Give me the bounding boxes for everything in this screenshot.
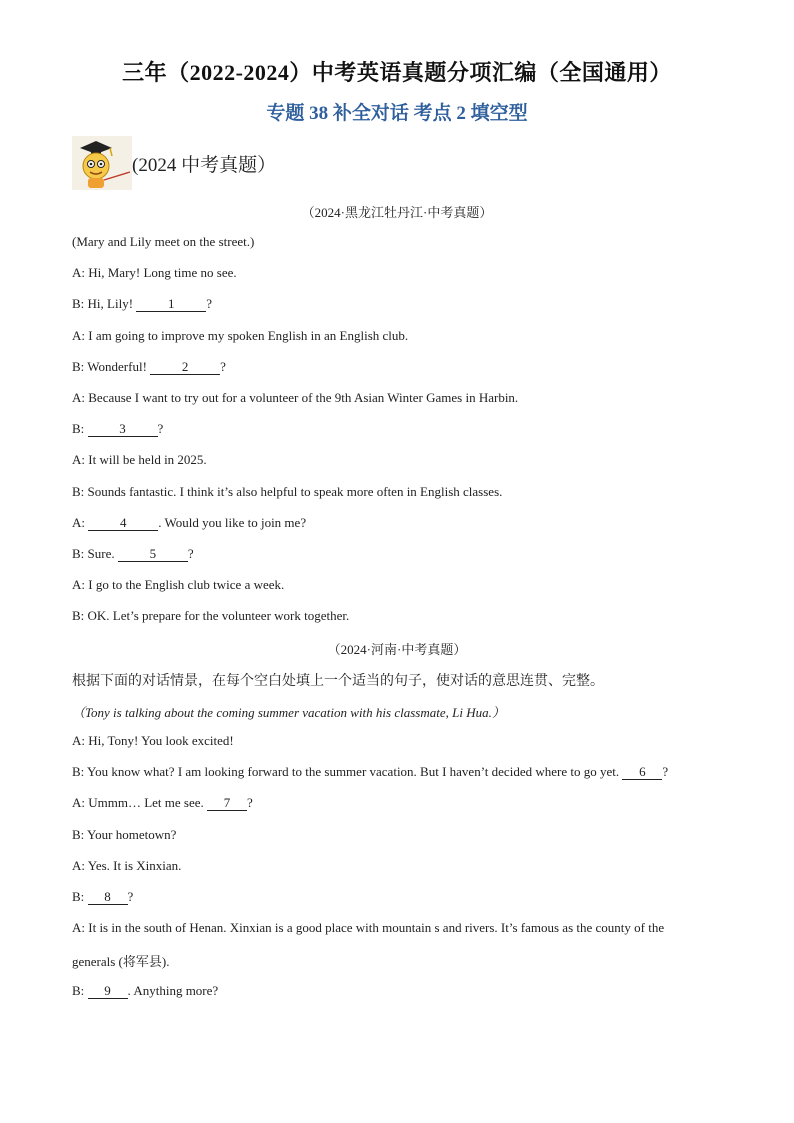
dialogue-line	[72, 359, 226, 375]
answer-blank-7[interactable]: 7	[207, 796, 247, 811]
line-text-after: ?	[247, 795, 253, 811]
dialogue2-context: （Tony is talking about the coming summer vacation with his classmate, Li Hua.）	[72, 705, 505, 720]
dialogue2-instruction: 根据下面的对话情景，在每个空白处填上一个适当的句子，使对话的意思连贯、完整。	[72, 674, 604, 689]
line-text: generals (将军县).	[72, 954, 170, 970]
dialogue-line	[72, 328, 408, 344]
answer-blank-5[interactable]: 5	[118, 547, 188, 562]
line-text: (Mary and Lily meet on the street.)	[72, 234, 255, 249]
answer-blank-4[interactable]: 4	[88, 516, 158, 531]
dialogue-line	[72, 515, 306, 531]
dialogue-line	[72, 858, 181, 874]
document-subtitle: 专题 38 补全对话 考点 2 填空型	[266, 103, 528, 124]
line-text: A:	[72, 514, 89, 530]
dialogue2-source: （2024·河南·中考真题）	[327, 642, 467, 657]
graduate-mascot-icon	[72, 136, 132, 190]
line-text: B: Your hometown?	[72, 826, 177, 842]
line-text: A: It will be held in 2025.	[72, 452, 207, 468]
line-text: B:	[72, 889, 88, 904]
line-text: A: It is in the south of Henan. Xinxian is a good place with mountain s and rivers. It’s famous as the county of the	[72, 920, 665, 936]
section-title: (2024 中考真题）	[132, 155, 277, 176]
answer-blank-6[interactable]: 6	[622, 765, 662, 780]
dialogue-line	[72, 390, 518, 406]
dialogue-line	[72, 608, 349, 624]
dialogue-line	[72, 733, 234, 749]
line-text: B: OK. Let’s prepare for the volunteer work together.	[72, 608, 350, 624]
dialogue-line	[72, 764, 668, 780]
dialogue-line	[72, 577, 284, 593]
line-text: B: Hi, Lily!	[72, 296, 137, 312]
dialogue-line	[72, 296, 212, 312]
dialogue-line	[72, 920, 664, 936]
dialogue-line	[72, 452, 207, 468]
line-text-after: ?	[662, 764, 669, 780]
dialogue-line	[72, 951, 169, 970]
line-text-after: ?	[157, 421, 164, 437]
line-text: A: I go to the English club twice a week.	[72, 577, 285, 593]
answer-blank-9[interactable]: 9	[88, 984, 128, 999]
dialogue-line	[72, 265, 237, 281]
line-text-after: ?	[187, 546, 194, 561]
line-text-after: ?	[206, 296, 213, 312]
line-text: B: Sure.	[72, 546, 118, 561]
line-text-after: ?	[127, 889, 134, 904]
line-text: B: Wonderful!	[72, 358, 151, 374]
line-text: A: Hi, Mary! Long time no see.	[72, 265, 237, 281]
dialogue-line	[72, 234, 254, 250]
dialogue-line	[72, 484, 502, 500]
line-text: A: Hi, Tony! You look excited!	[72, 733, 234, 748]
line-text: A: Yes. It is Xinxian.	[72, 857, 182, 873]
dialogue-line	[72, 889, 133, 905]
answer-blank-8[interactable]: 8	[88, 890, 128, 905]
dialogue1-source: （2024·黑龙江牡丹江·中考真题）	[301, 205, 493, 220]
line-text: B: You know what? I am looking forward to the summer vacation. But I haven’t decided where to go yet.	[72, 764, 623, 780]
dialogue-line	[72, 827, 176, 843]
line-text: B:	[72, 421, 88, 437]
line-text-after: . Anything more?	[127, 982, 219, 998]
line-text-after: ?	[220, 358, 226, 374]
line-text-after: . Would you like to join me?	[158, 514, 307, 530]
answer-blank-2[interactable]: 2	[150, 360, 220, 375]
dialogue-line	[72, 546, 194, 562]
answer-blank-3[interactable]: 3	[88, 422, 158, 437]
line-text: A: Because I want to try out for a volunteer of the 9th Asian Winter Games in Harbin.	[72, 390, 519, 405]
line-text: B:	[72, 982, 88, 998]
answer-blank-1[interactable]: 1	[136, 297, 206, 312]
dialogue-line	[72, 983, 218, 999]
document-title: 三年（2022-2024）中考英语真题分项汇编（全国通用）	[122, 60, 672, 85]
dialogue-line	[72, 795, 253, 811]
line-text: B: Sounds fantastic. I think it’s also helpful to speak more often in English classes.	[72, 483, 503, 499]
line-text: A: Ummm… Let me see.	[72, 795, 208, 811]
line-text: A: I am going to improve my spoken English in an English club.	[72, 327, 409, 343]
dialogue-line	[72, 421, 163, 437]
